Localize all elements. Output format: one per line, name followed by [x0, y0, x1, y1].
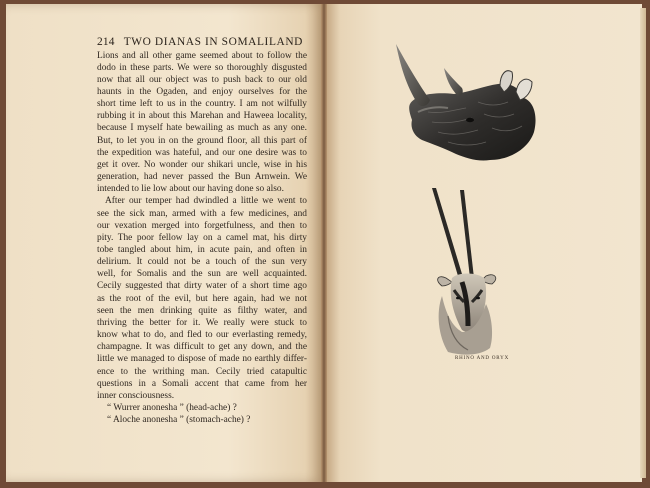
text-line: “ Wurrer anonesha ” (head-ache) ? — [107, 403, 237, 414]
text-line: our vexation merged into forgetfulness, and then to — [97, 220, 307, 231]
text-line: intended to lie low about our having done so also. — [97, 184, 284, 195]
text-line: inner consciousness. — [97, 390, 175, 401]
text-line: see the sick man, armed with a few medicines, and — [97, 208, 307, 219]
text-line: get it over. No wonder our shikari uncle, wise in his — [97, 159, 307, 170]
text-line: know what to do, and fled to our everlasting remedy, — [97, 330, 307, 341]
text-line: because I myself hate bewailing as much as any one. — [97, 123, 307, 134]
text-line: now that all our object was to push back to our old — [97, 74, 307, 85]
oryx-head-plate — [428, 186, 508, 356]
text-line: ence to the writhing man. Cecily tried catapultic — [97, 366, 307, 377]
text-line: rubbing it in about this Marehan and Haweea locality, — [97, 111, 307, 122]
book-gutter — [321, 4, 327, 482]
text-line: as the root of the evil, but here again, had we not — [97, 293, 307, 304]
text-line: generation, had never passed the Bun Arnwein. We — [97, 172, 307, 183]
text-line: delirium. It could not be a touch of the sun very — [97, 257, 307, 268]
page-edges — [640, 8, 646, 478]
text-line: pity. The poor fellow lay on a camel mat, his dirty — [97, 232, 307, 243]
text-line: “ Aloche anonesha ” (stomach-ache) ? — [107, 415, 251, 426]
text-line: But, to let you in on the ground floor, all this part of — [97, 135, 307, 146]
body-text — [97, 50, 307, 427]
text-line: Lions and all other game seemed about to follow the — [97, 50, 307, 61]
text-line: well, for Somalis and the sun are well acquainted. — [97, 269, 307, 280]
text-line: Cecily suggested that dirty water of a short time ago — [97, 281, 307, 292]
page-number: 214 — [97, 36, 115, 48]
rhino-head-plate — [388, 42, 542, 170]
text-line: short time left to us in the country. I am not wilfully — [97, 99, 307, 110]
text-line: questions in a Somali accent that came from her — [97, 378, 307, 389]
running-head — [97, 36, 307, 50]
text-line: little we managed to dispose of made no earthly differ- — [97, 354, 307, 365]
text-line: the expedition was hateful, and our one desire was to — [97, 147, 307, 158]
text-line: champagne. It was difficult to get any down, and the — [97, 342, 307, 353]
text-line: seen the men drinking quite as filthy water, and — [97, 305, 307, 316]
text-line: dodo in these parts. We were so thoroughly disgusted — [97, 62, 307, 73]
running-head-title: TWO DIANAS IN SOMALILAND — [123, 36, 303, 48]
text-line: tobe tangled about him, in acute pain, and often in — [97, 245, 307, 255]
text-line: haunts in the Ogaden, and enjoy ourselves for the — [97, 86, 307, 97]
plate-caption: RHINO AND ORYX — [455, 356, 509, 361]
text-line: thriving the better for it. We really were stuck to — [97, 317, 307, 328]
text-line: After our temper had dwindled a little we went to — [105, 196, 307, 207]
